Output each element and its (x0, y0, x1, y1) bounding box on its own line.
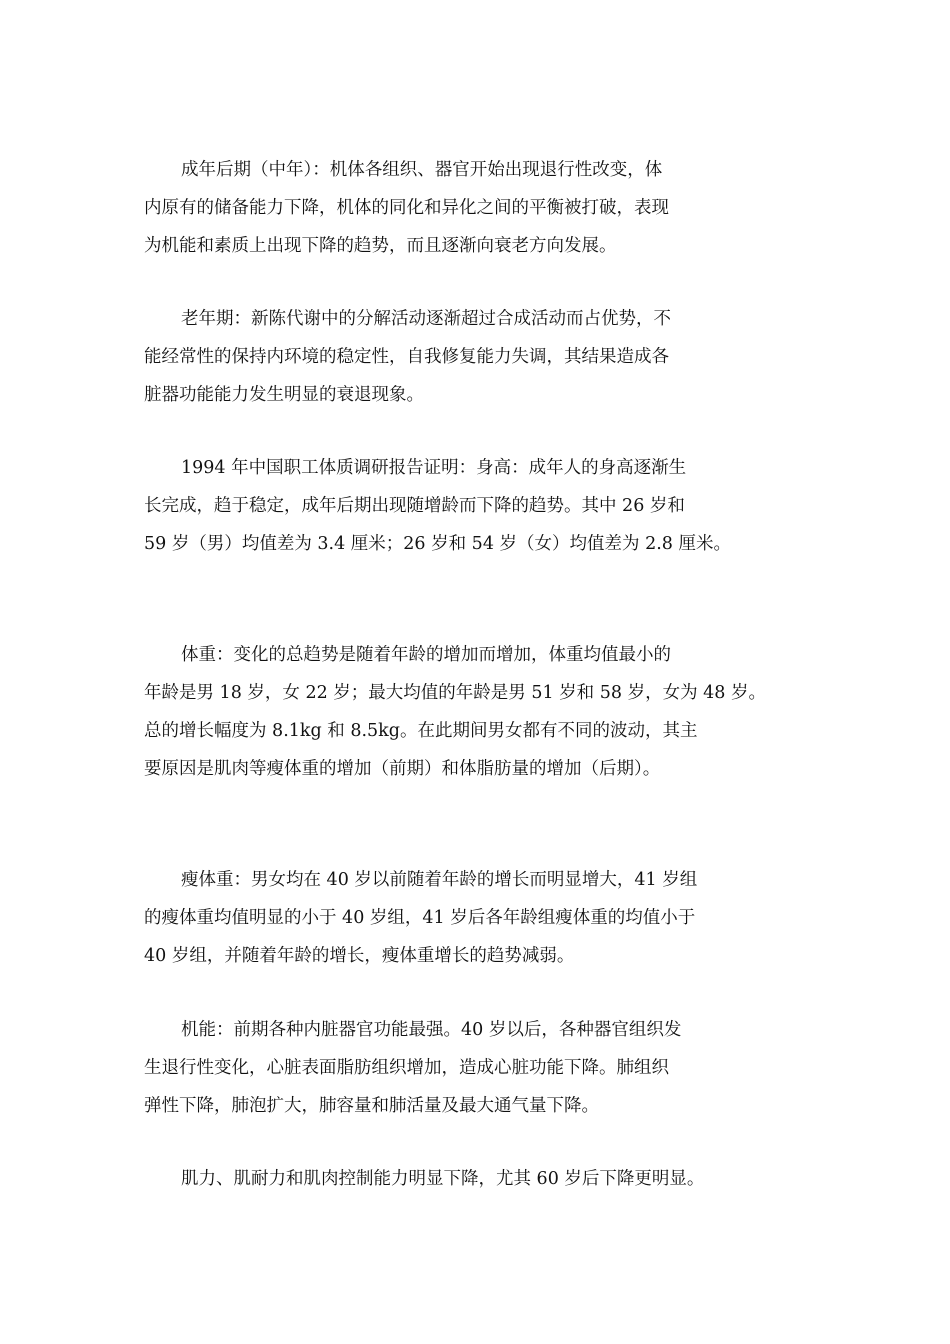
paragraph-height-report (144, 449, 864, 563)
text-line: 的瘦体重均值明显的小于 40 岁组，41 岁后各年龄组瘦体重的均值小于 (144, 908, 696, 928)
text-line: 生退行性变化，心脏表面脂肪组织增加，造成心脏功能下降。肺组织 (144, 1058, 669, 1078)
text-line: 机能：前期各种内脏器官功能最强。40 岁以后，各种器官组织发 (181, 1020, 682, 1040)
text-line: 瘦体重：男女均在 40 岁以前随着年龄的增长而明显增大，41 岁组 (181, 870, 698, 890)
text-line: 能经常性的保持内环境的稳定性，自我修复能力失调，其结果造成各 (144, 347, 669, 367)
text-line: 老年期：新陈代谢中的分解活动逐渐超过合成活动而占优势，不 (181, 309, 671, 329)
paragraph-lean-body-mass (144, 861, 864, 975)
text-line: 年龄是男 18 岁，女 22 岁；最大均值的年龄是男 51 岁和 58 岁，女为 48 岁。 (144, 683, 766, 703)
paragraph-muscle-strength (144, 1160, 864, 1198)
text-line: 为机能和素质上出现下降的趋势，而且逐渐向衰老方向发展。 (144, 236, 617, 256)
text-line: 1994 年中国职工体质调研报告证明：身高：成年人的身高逐渐生 (181, 458, 687, 478)
text-line: 成年后期（中年）：机体各组织、器官开始出现退行性改变，体 (181, 160, 663, 180)
text-line: 59 岁（男）均值差为 3.4 厘米；26 岁和 54 岁（女）均值差为 2.8 厘米。 (144, 534, 731, 554)
text-line: 肌力、肌耐力和肌肉控制能力明显下降，尤其 60 岁后下降更明显。 (181, 1169, 705, 1189)
text-line: 长完成，趋于稳定，成年后期出现随增龄而下降的趋势。其中 26 岁和 (144, 496, 685, 516)
text-line: 总的增长幅度为 8.1kg 和 8.5kg。在此期间男女都有不同的波动，其主 (144, 721, 698, 741)
paragraph-middle-age (144, 151, 864, 265)
paragraph-function (144, 1011, 864, 1125)
text-line: 体重：变化的总趋势是随着年龄的增加而增加，体重均值最小的 (181, 645, 671, 665)
text-line: 要原因是肌肉等瘦体重的增加（前期）和体脂肪量的增加（后期）。 (144, 759, 661, 779)
text-line: 弹性下降，肺泡扩大，肺容量和肺活量及最大通气量下降。 (144, 1096, 599, 1116)
text-line: 内原有的储备能力下降，机体的同化和异化之间的平衡被打破，表现 (144, 198, 669, 218)
text-line: 40 岁组，并随着年龄的增长，瘦体重增长的趋势减弱。 (144, 946, 575, 966)
paragraph-body-weight (144, 636, 864, 788)
text-line: 脏器功能能力发生明显的衰退现象。 (144, 385, 424, 405)
paragraph-old-age (144, 300, 864, 414)
